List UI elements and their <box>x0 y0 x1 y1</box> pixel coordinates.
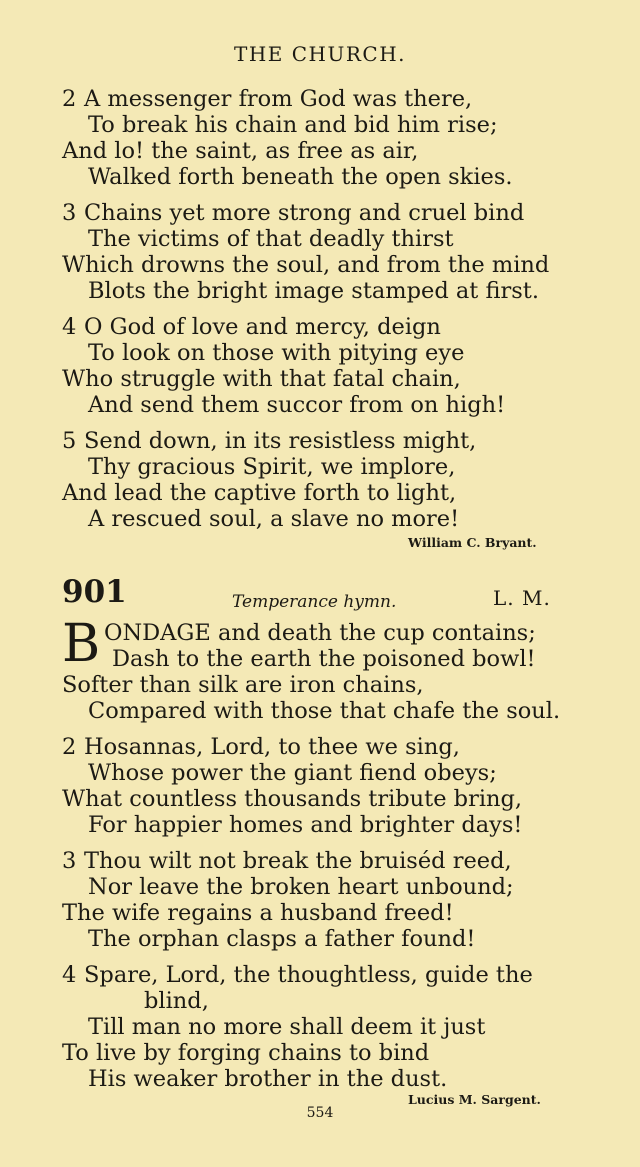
verse-text: Send down, in its resistless might, <box>84 428 477 454</box>
author-attribution: William C. Bryant. <box>408 535 537 550</box>
stanza-line <box>62 850 512 873</box>
verse-line: The victims of that deadly thirst <box>88 226 454 252</box>
verse-line: His weaker brother in the dust. <box>88 1066 448 1092</box>
verse-line: Dash to the earth the poisoned bowl! <box>112 646 536 672</box>
stanza-number: 4 <box>62 962 77 988</box>
verse-line: Which drowns the soul, and from the mind <box>62 252 550 278</box>
stanza-number: 4 <box>62 314 77 340</box>
verse-line: Thy gracious Spirit, we implore, <box>88 454 456 480</box>
verse-line: Till man no more shall deem it just <box>88 1014 486 1040</box>
stanza-number: 3 <box>62 200 77 226</box>
hymn-meter: L. M. <box>493 586 551 610</box>
verse-line: And lo! the saint, as free as air, <box>62 138 419 164</box>
verse-line: To look on those with pitying eye <box>88 340 465 366</box>
hymn-subtitle: Temperance hymn. <box>232 592 397 612</box>
verse-line: For happier homes and brighter days! <box>88 812 523 838</box>
stanza-number: 2 <box>62 734 77 760</box>
verse-line: Who struggle with that fatal chain, <box>62 366 461 392</box>
verse-line: The wife regains a husband freed! <box>62 900 454 926</box>
stanza-number: 5 <box>62 428 77 454</box>
verse-line: ONDAGE and death the cup contains; <box>104 620 536 646</box>
verse-text: A messenger from God was there, <box>84 86 473 112</box>
verse-line: What countless thousands tribute bring, <box>62 786 523 812</box>
verse-text: Spare, Lord, the thoughtless, guide the <box>84 962 533 988</box>
verse-line: The orphan clasps a father found! <box>88 926 476 952</box>
drop-cap: B <box>62 614 101 674</box>
verse-line: Nor leave the broken heart unbound; <box>88 874 514 900</box>
stanza-line <box>62 430 476 453</box>
hymn-number: 901 <box>62 574 127 610</box>
verse-line: A rescued soul, a slave no more! <box>88 506 460 532</box>
stanza-line <box>62 202 524 225</box>
author-attribution: Lucius M. Sargent. <box>408 1092 541 1107</box>
verse-line: To live by forging chains to bind <box>62 1040 430 1066</box>
verse-line: To break his chain and bid him rise; <box>88 112 498 138</box>
stanza-line <box>62 736 460 759</box>
verse-line: Blots the bright image stamped at first. <box>88 278 539 304</box>
verse-text: Thou wilt not break the bruiséd reed, <box>84 848 512 874</box>
verse-line: Whose power the giant fiend obeys; <box>88 760 497 786</box>
verse-text: Chains yet more strong and cruel bind <box>84 200 525 226</box>
stanza-line <box>62 964 533 987</box>
page-number: 554 <box>306 1105 334 1121</box>
verse-line: And send them succor from on high! <box>88 392 506 418</box>
verse-line: Walked forth beneath the open skies. <box>88 164 513 190</box>
verse-line: blind, <box>144 988 209 1014</box>
verse-text: O God of love and mercy, deign <box>84 314 441 340</box>
running-header: THE CHURCH. <box>234 42 406 66</box>
verse-line: Compared with those that chafe the soul. <box>88 698 561 724</box>
stanza-number: 3 <box>62 848 77 874</box>
stanza-number: 2 <box>62 86 77 112</box>
stanza-line <box>62 316 441 339</box>
stanza-line <box>62 88 472 111</box>
verse-text: Hosannas, Lord, to thee we sing, <box>84 734 460 760</box>
verse-line: Softer than silk are iron chains, <box>62 672 424 698</box>
verse-line: And lead the captive forth to light, <box>62 480 457 506</box>
